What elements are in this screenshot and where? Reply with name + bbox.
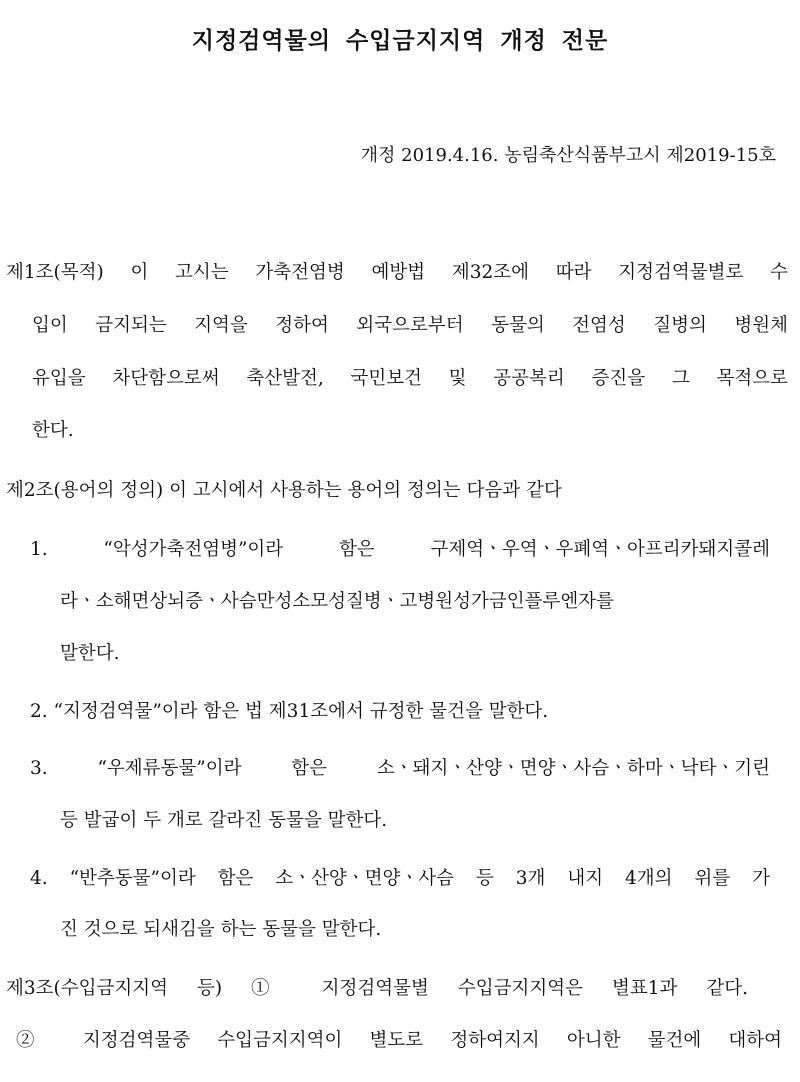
article-1-line-4: 한다. [32,420,74,441]
article-3-line-2: ② 지정검역물중 수입금지지역이 별도로 정하여지지 아니한 물건에 대하여 [16,1030,782,1051]
definition-3-line-2: 등 발굽이 두 개로 갈라진 동물을 말한다. [60,810,388,831]
definition-4-line-2: 진 것으로 되새김을 하는 동물을 말한다. [60,919,382,940]
article-1-line-2: 입이 금지되는 지역을 정하여 외국으로부터 동물의 전염성 질병의 병원체 [32,315,788,336]
definition-4-line-1: 4. “반추동물”이라 함은 소ㆍ산양ㆍ면양ㆍ사슴 등 3개 내지 4개의 위를 가 [30,868,770,889]
definition-1-line-2: 라ㆍ소해면상뇌증ㆍ사슴만성소모성질병ㆍ고병원성가금인플루엔자를 [60,591,615,612]
definition-1-line-3: 말한다. [60,643,120,664]
definition-3-line-1: 3. “우제류동물”이라 함은 소ㆍ돼지ㆍ산양ㆍ면양ㆍ사슴ㆍ하마ㆍ낙타ㆍ기린 [30,758,770,779]
document-title: 지정검역물의 수입금지지역 개정 전문 [191,28,609,54]
definition-2-line-1: 2. “지정검역물”이라 함은 법 제31조에서 규정한 물건을 말한다. [30,701,549,722]
article-1-line-3: 유입을 차단함으로써 축산발전, 국민보건 및 공공복리 증진을 그 목적으로 [32,368,788,389]
article-1-line-1: 제1조(목적) 이 고시는 가축전염병 예방법 제32조에 따라 지정검역물별로 수 [6,262,788,283]
amendment-notice: 개정 2019.4.16. 농림축산식품부고시 제2019-15호 [360,145,776,166]
article-2-heading: 제2조(용어의 정의) 이 고시에서 사용하는 용어의 정의는 다음과 같다 [6,480,562,501]
definition-1-line-1: 1. “악성가축전염병”이라 함은 구제역ㆍ우역ㆍ우폐역ㆍ아프리카돼지콜레 [30,539,770,560]
article-3-line-1: 제3조(수입금지지역 등) ① 지정검역물별 수입금지지역은 별표1과 같다. [6,978,748,999]
